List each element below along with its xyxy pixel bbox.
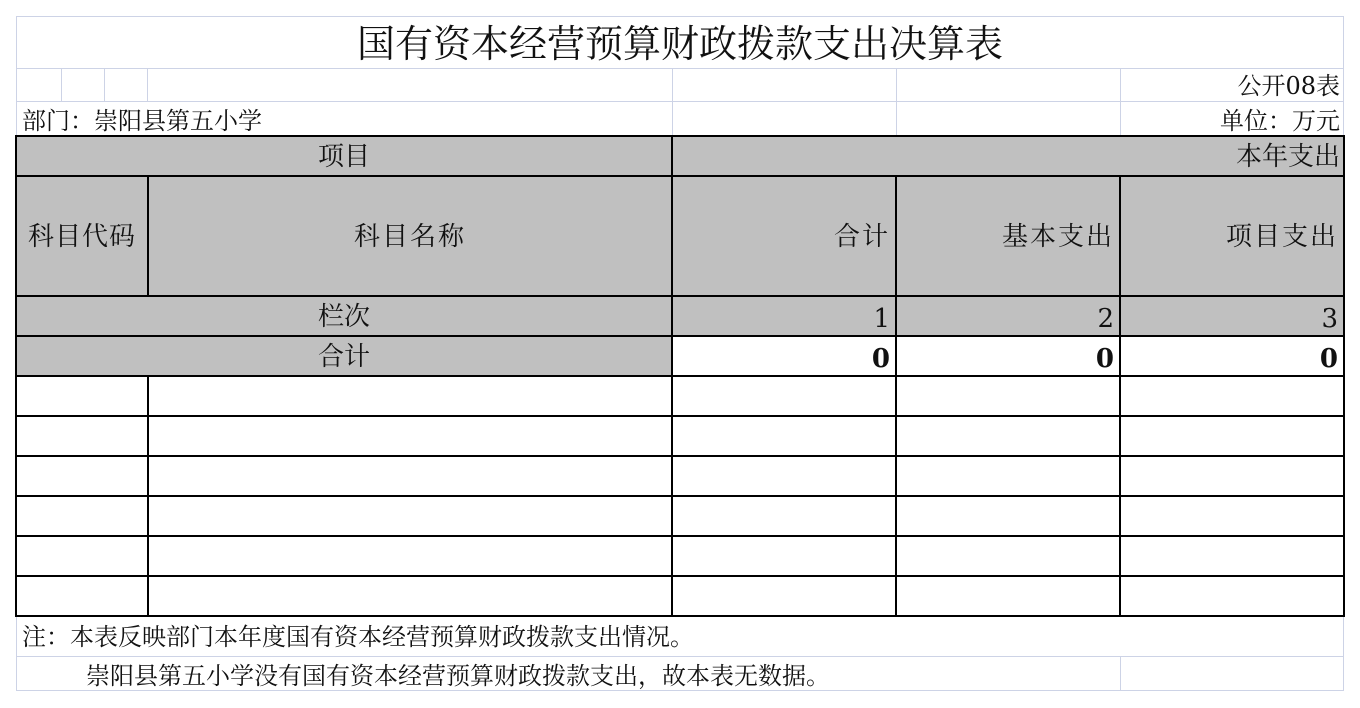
total-row-total: 0 — [871, 344, 890, 374]
table-border — [15, 375, 1345, 377]
gridline — [61, 68, 62, 101]
total-row-label: 合计 — [317, 342, 370, 372]
header-current-year-expense: 本年支出 — [1235, 142, 1340, 172]
table-number: 公开08表 — [1237, 72, 1340, 100]
table-border — [15, 575, 1345, 577]
total-row-basic: 0 — [1095, 344, 1114, 374]
table-border — [895, 175, 897, 617]
table-border — [15, 295, 1345, 297]
gridline — [672, 68, 673, 136]
table-border — [15, 615, 1345, 617]
table-border — [671, 135, 673, 617]
gridline — [16, 656, 1344, 657]
table-border — [15, 135, 17, 617]
gridline — [896, 68, 897, 136]
header-subject-name: 科目名称 — [353, 222, 466, 252]
gridline — [1120, 68, 1121, 136]
gridline — [16, 16, 1344, 17]
header-basic-expense: 基本支出 — [1001, 222, 1114, 252]
table-border — [15, 455, 1345, 457]
gridline — [16, 690, 1344, 691]
column-index-3: 3 — [1321, 304, 1338, 334]
department-label: 部门：崇阳县第五小学 — [22, 107, 262, 135]
gridline — [104, 68, 105, 101]
table-border — [15, 495, 1345, 497]
note-line-1: 注：本表反映部门本年度国有资本经营预算财政拨款支出情况。 — [22, 623, 694, 651]
table-border — [15, 335, 1345, 337]
gridline — [1343, 616, 1344, 691]
table-border — [15, 135, 1345, 137]
table-border — [15, 535, 1345, 537]
column-index-1: 1 — [873, 304, 890, 334]
page-title: 国有资本经营预算财政拨款支出决算表 — [356, 22, 1003, 66]
note-line-2: 崇阳县第五小学没有国有资本经营预算财政拨款支出，故本表无数据。 — [86, 662, 830, 690]
table-border — [15, 415, 1345, 417]
gridline — [147, 68, 148, 101]
header-subject-code: 科目代码 — [27, 222, 136, 252]
table-border — [1119, 175, 1121, 617]
gridline — [1120, 656, 1121, 690]
unit-label: 单位：万元 — [1220, 107, 1340, 135]
header-item: 项目 — [317, 142, 370, 172]
header-total: 合计 — [833, 222, 890, 252]
gridline — [16, 68, 1344, 69]
gridline — [16, 101, 1344, 102]
table-border — [1343, 135, 1345, 617]
total-row-project: 0 — [1319, 344, 1338, 374]
table-border — [147, 375, 149, 617]
table-border — [15, 175, 672, 177]
header-project-expense: 项目支出 — [1225, 222, 1338, 252]
gridline — [16, 616, 17, 691]
column-index-label: 栏次 — [317, 302, 370, 332]
column-index-2: 2 — [1097, 304, 1114, 334]
